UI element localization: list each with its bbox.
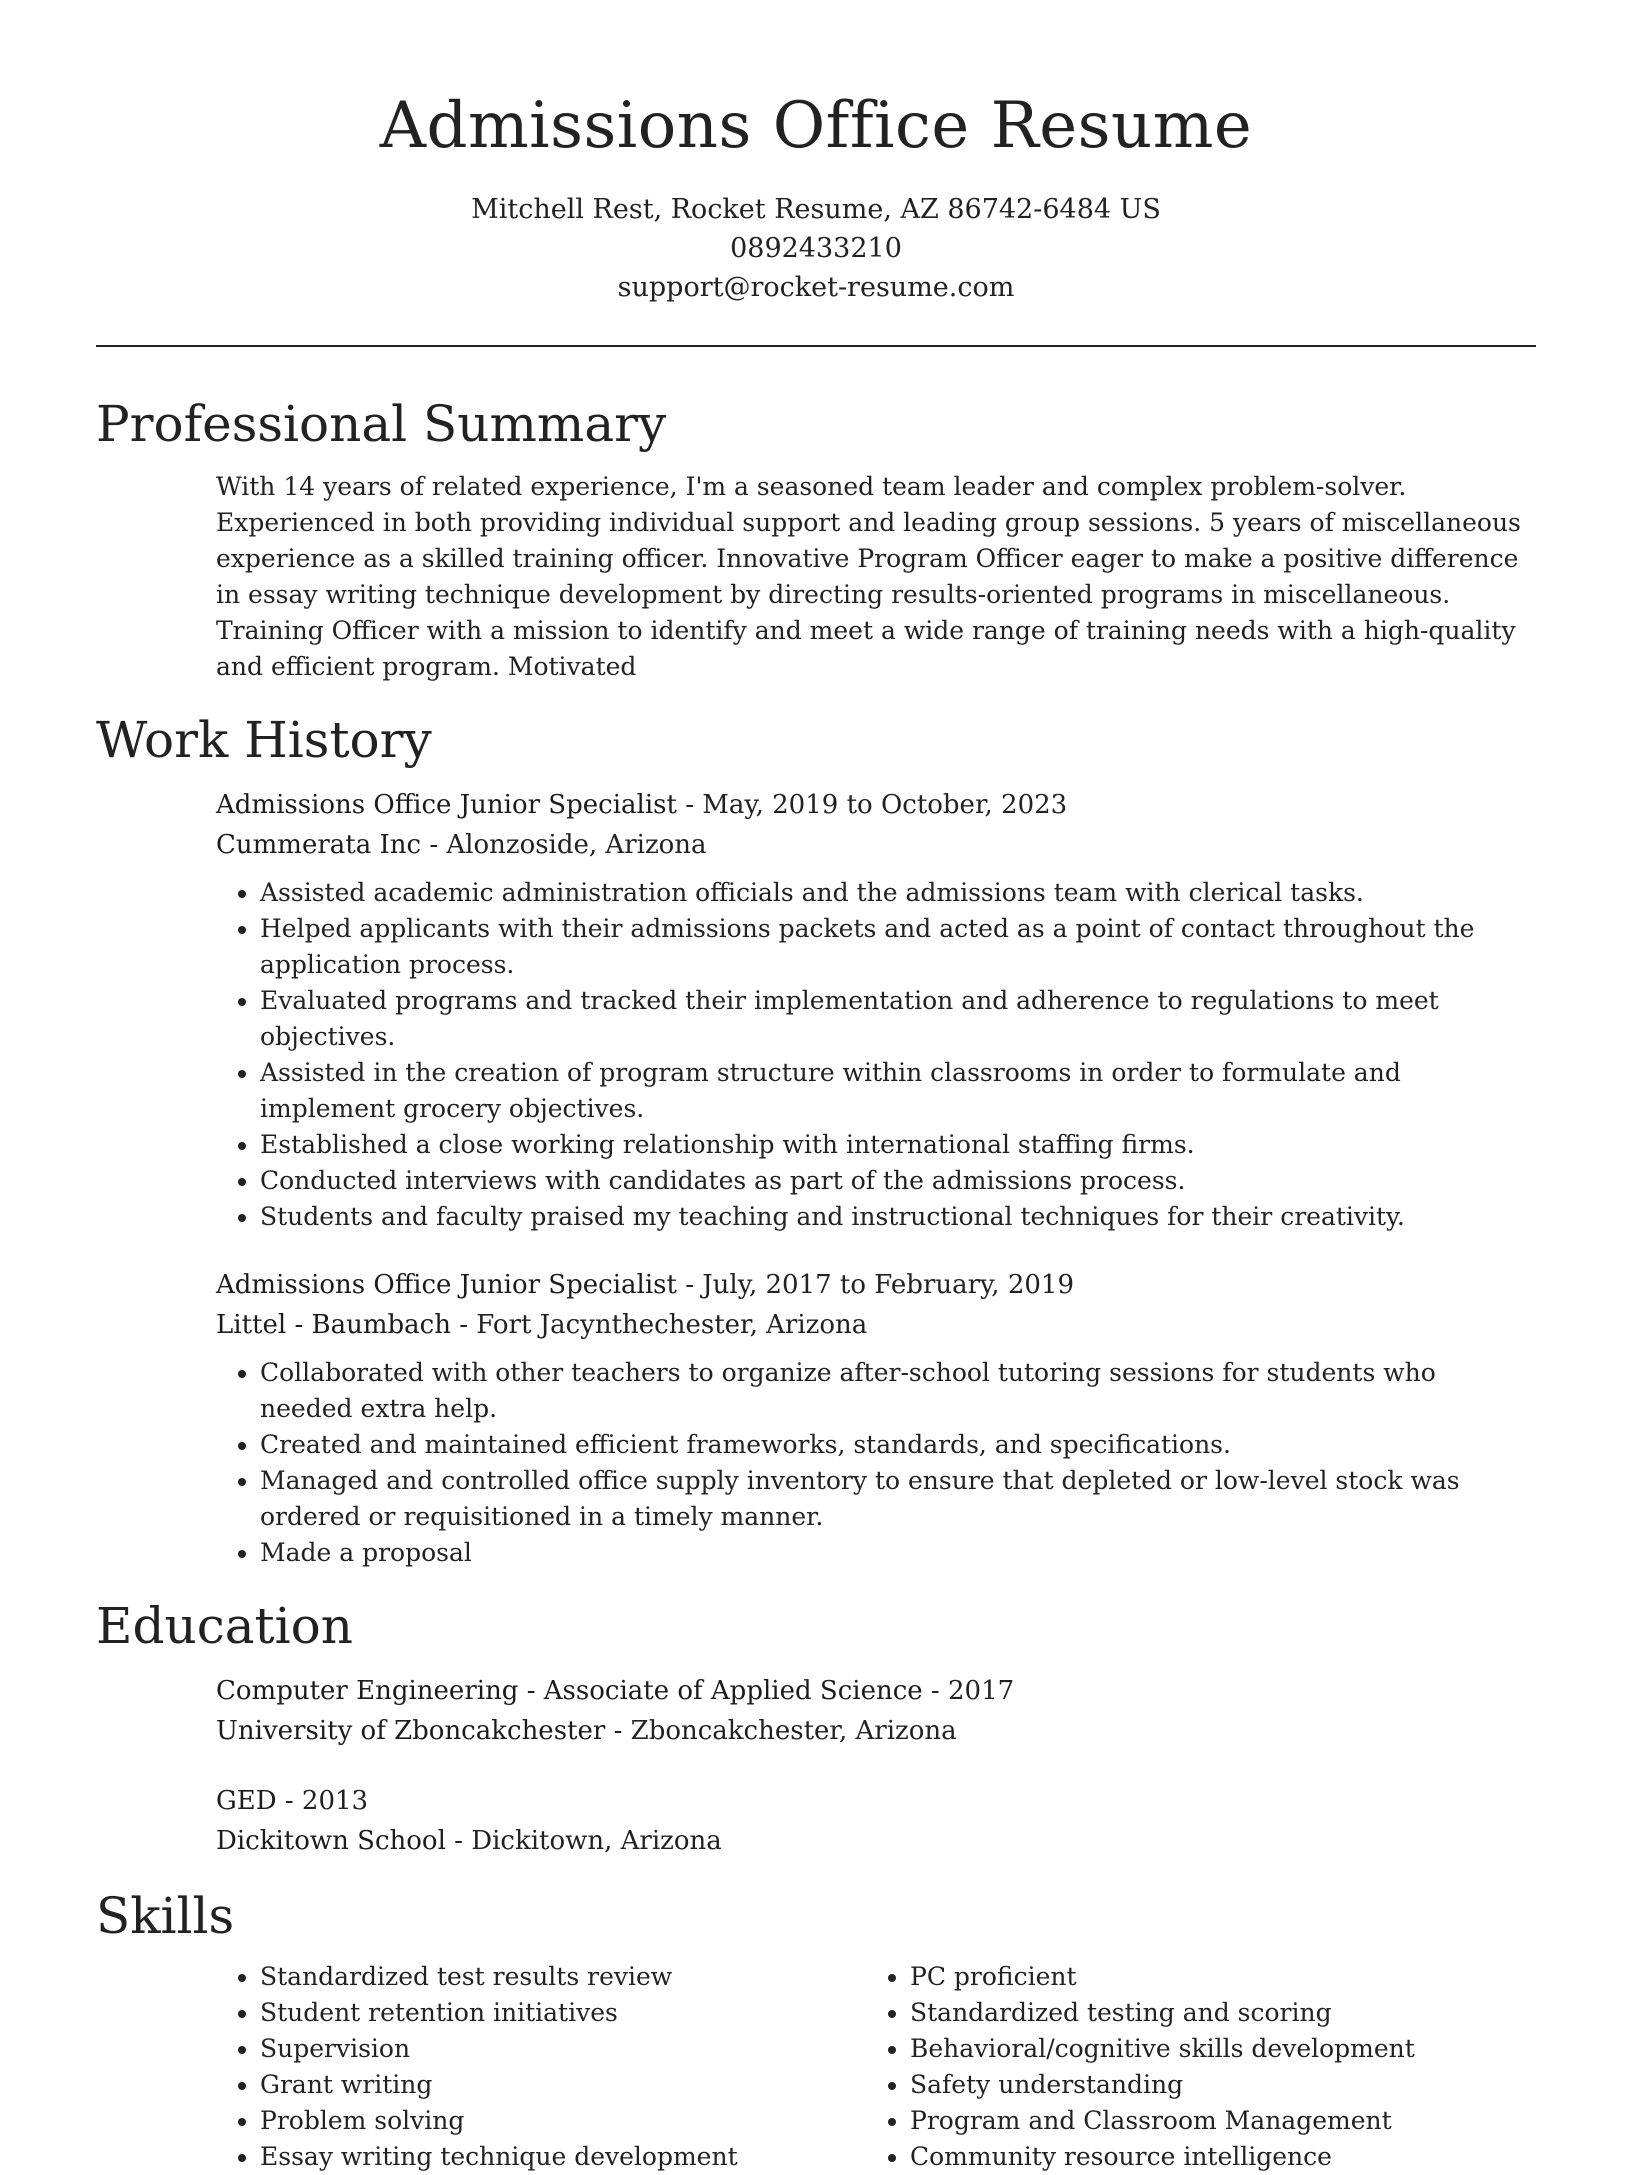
degree: GED	[216, 1786, 277, 1816]
school: Dickitown School	[216, 1826, 446, 1856]
contact-address: Mitchell Rest, Rocket Resume, AZ 86742-6484 US	[471, 194, 1161, 225]
job-entry	[216, 785, 1536, 1235]
skills-column-right	[866, 1959, 1516, 2175]
skill-item: • Standardized testing and scoring	[910, 1995, 1516, 2031]
job-entry	[216, 1265, 1536, 1571]
skills-columns	[216, 1959, 1536, 2175]
degree: Computer Engineering - Associate of Applied Science	[216, 1676, 923, 1706]
education-entry	[216, 1671, 1536, 1751]
skill-item: • Problem solving	[260, 2103, 866, 2139]
job-bullet: • Collaborated with other teachers to organize after-school tutoring sessions for students who needed extra help.	[260, 1355, 1536, 1427]
summary-text: With 14 years of related experience, I'm a seasoned team leader and complex problem-solver. Experienced in both providing individual support and leading group sessions. 5 years of miscellaneous experience as a skilled training officer. Innovative Program Officer eager to make a positive difference in essay writing technique development by directing results-oriented programs in miscellaneous. Training Officer with a mission to identify and meet a wide range of training needs with a high-quality and efficient program. Motivated	[216, 472, 1521, 681]
summary-heading: Professional Summary	[96, 395, 667, 453]
degree-year: - 2013	[276, 1786, 369, 1816]
skill-item: • Essay writing technique development	[260, 2139, 866, 2175]
job-bullet: • Managed and controlled office supply inventory to ensure that depleted or low-level stock was ordered or requisitioned in a timely manner.	[260, 1463, 1536, 1535]
education-entry	[216, 1781, 1536, 1861]
job-bullet: • Students and faculty praised my teaching and instructional techniques for their creativity.	[260, 1199, 1536, 1235]
school: University of Zboncakchester	[216, 1716, 606, 1746]
job-company: Littel - Baumbach	[216, 1310, 451, 1340]
skill-item: • Program and Classroom Management	[910, 2103, 1516, 2139]
job-bullet: • Assisted in the creation of program structure within classrooms in order to formulate and implement grocery objectives.	[260, 1055, 1536, 1127]
job-bullet: • Evaluated programs and tracked their implementation and adherence to regulations to meet objectives.	[260, 983, 1536, 1055]
job-dates: - May, 2019 to October, 2023	[676, 790, 1068, 820]
school-line	[216, 1821, 1536, 1861]
school-location: - Zboncakchester, Arizona	[605, 1716, 957, 1746]
resume-title: Admissions Office Resume	[379, 89, 1253, 163]
job-title-line	[216, 1265, 1536, 1305]
job-location: - Fort Jacynthechester, Arizona	[450, 1310, 868, 1340]
job-bullets	[216, 1355, 1536, 1571]
degree-line	[216, 1781, 1536, 1821]
skill-item: • Student retention initiatives	[260, 1995, 866, 2031]
work-history-heading: Work History	[96, 711, 432, 769]
job-company-line	[216, 825, 1536, 865]
job-bullet: • Conducted interviews with candidates as part of the admissions process.	[260, 1163, 1536, 1199]
contact-block	[96, 190, 1536, 307]
job-company-line	[216, 1305, 1536, 1345]
skill-item: • Supervision	[260, 2031, 866, 2067]
school-line	[216, 1711, 1536, 1751]
skill-item: • Behavioral/cognitive skills development	[910, 2031, 1516, 2067]
skill-item: • PC proficient	[910, 1959, 1516, 1995]
work-history-section	[96, 707, 1536, 1571]
job-bullet: • Made a proposal	[260, 1535, 1536, 1571]
degree-year: - 2017	[922, 1676, 1015, 1706]
skill-item: • Safety understanding	[910, 2067, 1516, 2103]
resume-header	[96, 0, 1536, 307]
skill-item: • Community resource intelligence	[910, 2139, 1516, 2175]
education-section	[96, 1593, 1536, 1861]
job-title: Admissions Office Junior Specialist	[216, 790, 677, 820]
job-bullets	[216, 875, 1536, 1235]
job-company: Cummerata Inc	[216, 830, 422, 860]
contact-email: support@rocket-resume.com	[617, 272, 1015, 303]
header-divider	[96, 345, 1536, 347]
skill-item: • Standardized test results review	[260, 1959, 866, 1995]
job-bullet: • Helped applicants with their admissions packets and acted as a point of contact throughout the application process.	[260, 911, 1536, 983]
contact-phone: 0892433210	[730, 233, 902, 264]
resume-page	[96, 0, 1536, 2175]
summary-section	[96, 391, 1536, 685]
job-title: Admissions Office Junior Specialist	[216, 1270, 677, 1300]
job-bullet: • Assisted academic administration officials and the admissions team with clerical tasks.	[260, 875, 1536, 911]
job-title-line	[216, 785, 1536, 825]
education-heading: Education	[96, 1597, 353, 1655]
job-bullet: • Created and maintained efficient frameworks, standards, and specifications.	[260, 1427, 1536, 1463]
skill-item: • Grant writing	[260, 2067, 866, 2103]
skills-section	[96, 1883, 1536, 2175]
skills-column-left	[216, 1959, 866, 2175]
job-dates: - July, 2017 to February, 2019	[676, 1270, 1074, 1300]
skills-heading: Skills	[96, 1887, 235, 1945]
job-bullet: • Established a close working relationship with international staffing firms.	[260, 1127, 1536, 1163]
school-location: - Dickitown, Arizona	[445, 1826, 722, 1856]
degree-line	[216, 1671, 1536, 1711]
job-location: - Alonzoside, Arizona	[421, 830, 707, 860]
